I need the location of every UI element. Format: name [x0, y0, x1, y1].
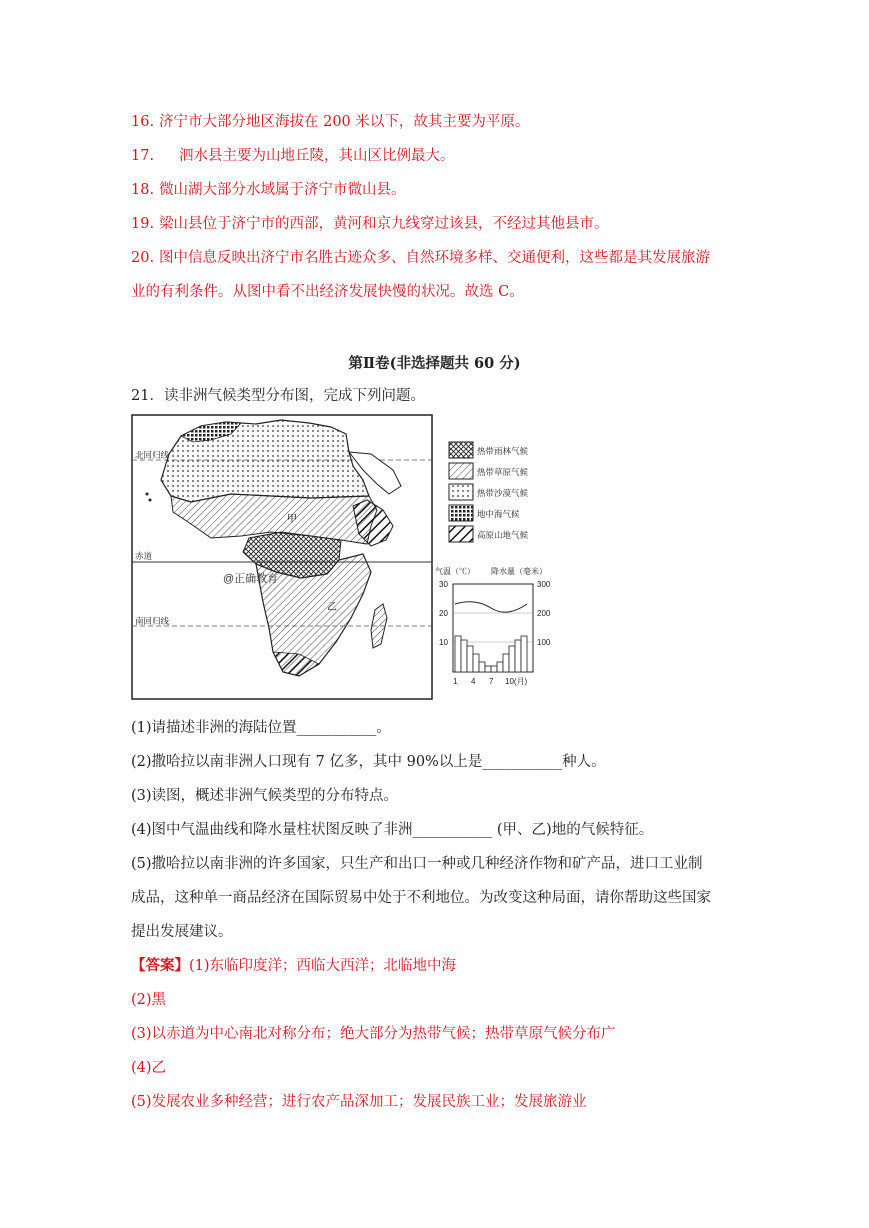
answer-19: 19. 梁山县位于济宁市的西部，黄河和京九线穿过该县，不经过其他县市。	[131, 216, 609, 232]
label-yi: 乙	[327, 602, 337, 613]
svg-text:7: 7	[489, 677, 494, 686]
legend-desert: 热带沙漠气候	[477, 488, 529, 498]
answer-20: 20. 图中信息反映出济宁市名胜古迹众多、自然环境多样、交通便利，这些都是其发展旅游	[131, 250, 710, 266]
question-5-line-2: 成品，这种单一商品经济在国际贸易中处于不利地位。为改变这种局面，请你帮助这些国家	[131, 890, 711, 906]
svg-text:200: 200	[537, 609, 551, 618]
svg-text:10: 10	[439, 638, 448, 647]
question-2: (2)撒哈拉以南非洲人口现有 7 亿多，其中 90%以上是___________种人。	[131, 754, 606, 770]
answer-line-3: (3)以赤道为中心南北对称分布；绝大部分为热带气候；热带草原气候分布广	[131, 1026, 616, 1042]
svg-text:4: 4	[471, 677, 476, 686]
climate-chart	[435, 566, 551, 686]
question-5-line-3: 提出发展建议。	[131, 924, 233, 940]
answer-16: 16. 济宁市大部分地区海拔在 200 米以下，故其主要为平原。	[131, 114, 530, 130]
svg-text:100: 100	[537, 638, 551, 647]
answer-line-1: 【答案】(1)东临印度洋；西临大西洋；北临地中海	[131, 957, 457, 974]
question-4: (4)图中气温曲线和降水量柱状图反映了非洲___________ (甲、乙)地的气候特征。	[131, 822, 654, 838]
answer-20-continued: 业的有利条件。从图中看不出经济发展快慢的状况。故选 C。	[131, 284, 524, 300]
legend-highland: 高原山地气候	[477, 530, 529, 540]
tropic-of-capricorn-label: 南回归线	[135, 616, 170, 626]
svg-text:30: 30	[439, 580, 448, 589]
question-21-stem: 21．读非洲气候类型分布图，完成下列问题。	[131, 388, 425, 404]
legend-savanna: 热带草原气候	[477, 467, 529, 477]
answer-tag: 【答案】	[131, 957, 189, 974]
svg-text:20: 20	[439, 609, 448, 618]
svg-text:1: 1	[453, 677, 458, 686]
svg-text:10(月): 10(月)	[505, 677, 528, 686]
svg-text:300: 300	[537, 580, 551, 589]
legend	[449, 442, 529, 542]
legend-rainforest: 热带雨林气候	[477, 446, 529, 456]
answer-line-4: (4)乙	[131, 1060, 167, 1076]
label-jia: 甲	[287, 514, 297, 525]
answer-17: 17. 泗水县主要为山地丘陵，其山区比例最大。	[131, 148, 455, 164]
watermark: @正确教育	[223, 573, 279, 585]
question-3: (3)读图，概述非洲气候类型的分布特点。	[131, 788, 399, 804]
precip-axis-label: 降水量（毫米）	[491, 567, 547, 576]
legend-mediterranean: 地中海气候	[477, 509, 520, 519]
question-1: (1)请描述非洲的海陆位置___________。	[131, 720, 391, 736]
tropic-of-cancer-label: 北回归线	[135, 450, 170, 460]
question-5-line-1: (5)撒哈拉以南非洲的许多国家，只生产和出口一种或几种经济作物和矿产品，进口工业制	[131, 856, 703, 872]
answer-line-5: (5)发展农业多种经营；进行农产品深加工；发展民族工业；发展旅游业	[131, 1094, 587, 1110]
answer-line-2: (2)黑	[131, 992, 167, 1008]
temp-axis-label: 气温（℃）	[435, 567, 475, 576]
equator-label: 赤道	[135, 551, 153, 561]
answer-18: 18. 微山湖大部分水域属于济宁市微山县。	[131, 182, 406, 198]
section-title: 第Ⅱ卷(非选择题共 60 分)	[348, 355, 521, 372]
africa-climate-map	[131, 414, 568, 702]
